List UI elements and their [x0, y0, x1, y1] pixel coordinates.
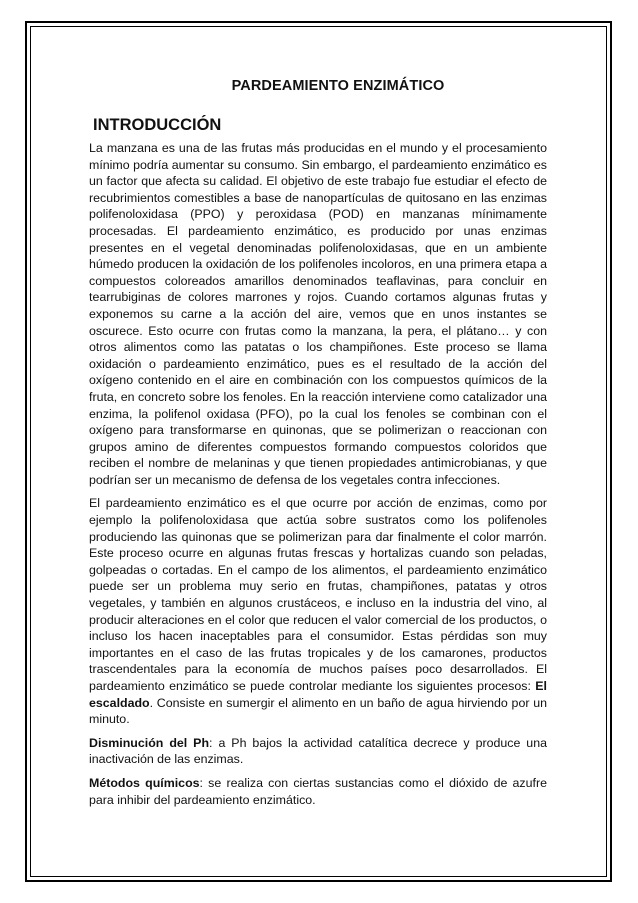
- paragraph-method-quimicos: [89, 775, 547, 808]
- method-term-escaldado: El escaldado: [89, 679, 547, 710]
- method-term-ph: Disminución del Ph: [89, 735, 210, 750]
- method-text-escaldado: . Consiste en sumergir el alimento en un baño de agua hirviendo por un minuto.: [89, 695, 547, 727]
- paragraph-intro: La manzana es una de las frutas más producidas en el mundo y el procesamiento mínimo podría aumentar su consumo. Sin embargo, el pardeamiento enzimático es un factor que afecta su calidad. El objetivo de este trabajo fue estudiar el efecto de recubrimientos comestibles a base de nanopartículas de quitosano en las enzimas polifenoloxidasa (PPO) y peroxidasa (POD) en manzanas mínimamente procesadas. El pardeamiento enzimático, es producido por unas enzimas presentes en el vegetal denominadas polifenoloxidasas, que en un ambiente húmedo producen la oxidación de los polifenoles incoloros, en una primera etapa a compuestos coloreados amarillos denominados teaflavinas, para concluir en tearrubiginas de colores marrones y rojos. Cuando cortamos algunas frutas y exponemos su carne a la acción del aire, vemos que en unos instantes se oscurece. Esto ocurre con frutas como la manzana, la pera, el plátano… y con otros alimentos como las patatas o los champiñones. Este proceso se llama oxidación o pardeamiento enzimático, pues es el resultado de la acción del oxígeno contenido en el aire en combinación con los compuestos químicos de la fruta, en concreto sobre los fenoles. En la reacción interviene como catalizador una enzima, la polifenol oxidasa (PFO), po la cual los fenoles se combinan con el oxígeno para transformarse en quinonas, que se polimerizan o reaccionan con grupos amino de diferentes compuestos formando compuestos coloridos que reciben el nombre de melaninas y que tienen propiedades antimicrobianas, y que podrían ser un mecanismo de defensa de los vegetales contra infecciones.: [89, 141, 547, 487]
- document-body: [89, 78, 547, 815]
- paragraph-method-ph: [89, 735, 547, 768]
- method-text-ph: : a Ph bajos la actividad catalítica decrece y produce una inactivación de las enzimas.: [89, 735, 547, 767]
- method-term-quimicos: Métodos químicos: [89, 775, 200, 790]
- method-text-quimicos: : se realiza con ciertas sustancias como el dióxido de azufre para inhibir del pardeamiento enzimático.: [89, 775, 547, 807]
- document-title: PARDEAMIENTO ENZIMÁTICO: [231, 78, 445, 94]
- paragraph-pardeamiento-text: El pardeamiento enzimático es el que ocurre por acción de enzimas, como por ejemplo la polifenoloxidasa que actúa sobre sustratos como los polifenoles produciendo las quinonas que se polimerizan para dar finalmente el color marrón. Este proceso ocurre en algunas frutas frescas y hortalizas cuando son peladas, golpeadas o cortadas. En el campo de los alimentos, el pardeamiento enzimático puede ser un problema muy serio en frutas, champiñones, patatas y otros vegetales, y también en algunos crustáceos, e incluso en la industria del vino, al producir alteraciones en el color que reducen el valor comercial de los productos, o incluso los hacen inaceptables para el consumidor. Estas pérdidas son muy importantes en el caso de las frutas tropicales y de los camarones, productos trascendentales para la economía de muchos países poco desarrollados. El pardeamiento enzimático se puede controlar mediante los siguientes procesos:: [89, 496, 547, 693]
- paragraph-pardeamiento: [89, 495, 547, 727]
- section-heading-introduccion: INTRODUCCIÓN: [93, 116, 222, 134]
